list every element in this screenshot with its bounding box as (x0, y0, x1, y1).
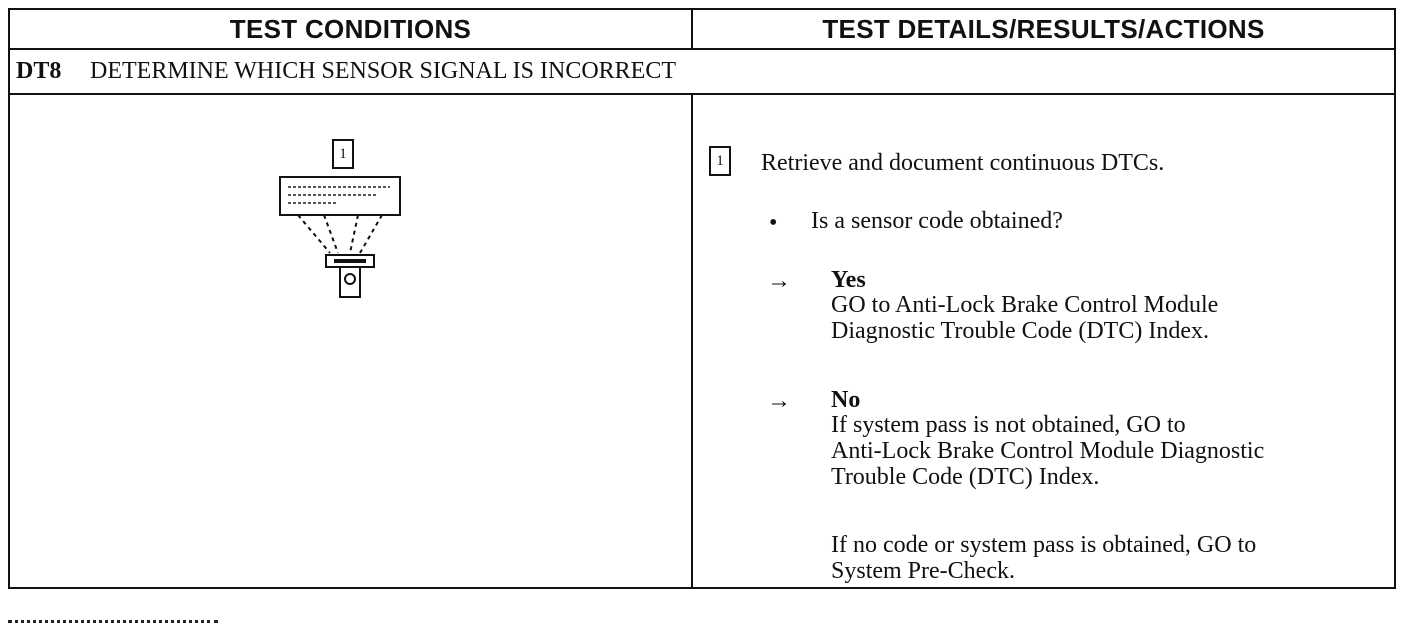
no-text-line: Trouble Code (DTC) Index. (831, 464, 1100, 490)
step-title: DETERMINE WHICH SENSOR SIGNAL IS INCORRECT (90, 58, 677, 84)
header-test-details: TEST DETAILS/RESULTS/ACTIONS (693, 10, 1394, 50)
yes-text-line: Diagnostic Trouble Code (DTC) Index. (831, 318, 1209, 344)
no-label: No (831, 387, 861, 413)
test-table (8, 8, 1396, 589)
no-text-line: If no code or system pass is obtained, GO to (831, 532, 1257, 558)
yes-text-line: GO to Anti-Lock Brake Control Module (831, 292, 1219, 318)
no-text-line: Anti-Lock Brake Control Module Diagnostic (831, 438, 1265, 464)
instruction-text: Retrieve and document continuous DTCs. (761, 150, 1165, 176)
step-title-row (10, 50, 1394, 95)
step-id: DT8 (16, 58, 62, 84)
illustration-step-number: 1 (332, 139, 354, 169)
no-arrow-icon: → (767, 388, 791, 414)
test-conditions-cell (10, 95, 693, 587)
footer-fragment (8, 620, 218, 635)
no-text-line: If system pass is not obtained, GO to (831, 412, 1186, 438)
yes-label: Yes (831, 267, 866, 293)
no-text-line: System Pre-Check. (831, 558, 1015, 584)
question-text: Is a sensor code obtained? (811, 208, 1063, 234)
details-step-number: 1 (709, 146, 731, 176)
header-test-conditions: TEST CONDITIONS (10, 10, 693, 50)
yes-arrow-icon: → (767, 268, 791, 294)
bullet-icon: • (769, 210, 778, 236)
test-details-cell (693, 95, 1394, 587)
scan-tool-icon (278, 175, 408, 315)
